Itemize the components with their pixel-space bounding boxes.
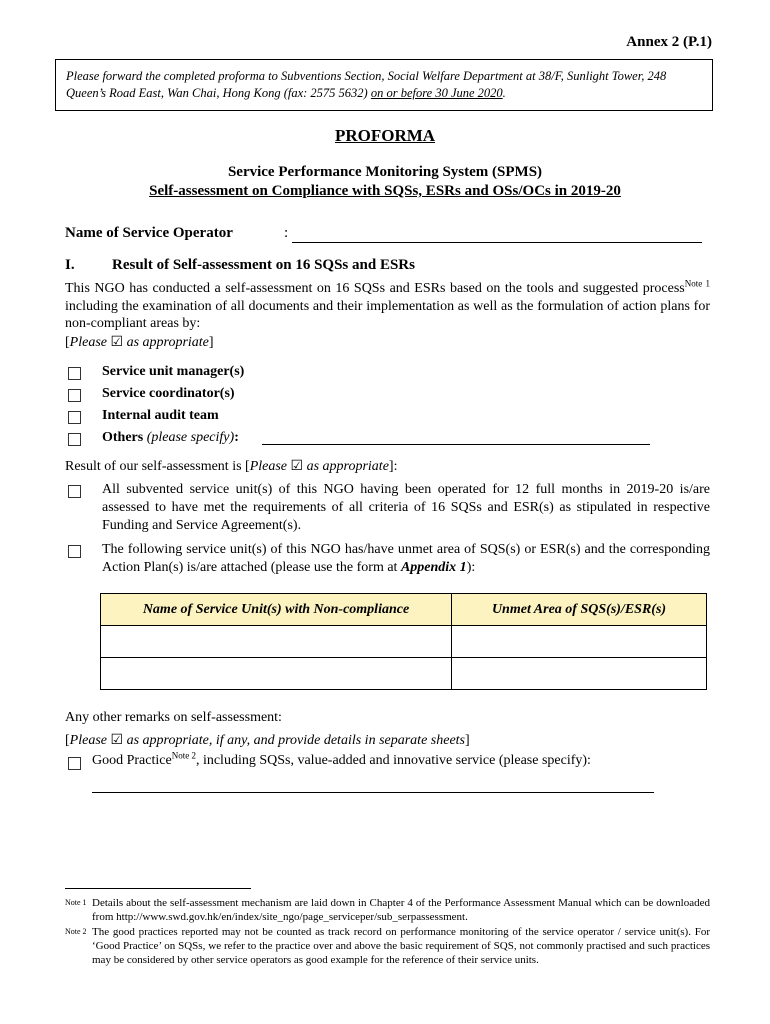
good-practice-field[interactable]: [92, 792, 654, 793]
footnote-1-label: Note 1: [65, 898, 87, 907]
checkbox-result-unmet[interactable]: [68, 545, 81, 558]
operator-label: Name of Service Operator: [65, 225, 233, 241]
section-title: Result of Self-assessment on 16 SQSs and ESRs: [112, 257, 415, 273]
table-cell-unit[interactable]: [101, 658, 452, 690]
table-row: [101, 658, 707, 690]
operator-colon: :: [284, 225, 289, 241]
table-cell-unmet[interactable]: [452, 658, 707, 690]
table-row: [101, 626, 707, 658]
notice-end: .: [502, 86, 506, 100]
option-service-unit-manager: Service unit manager(s): [102, 364, 245, 379]
checkbox-others[interactable]: [68, 433, 81, 446]
notice-text: Please forward the completed proforma to Subventions Section, Social Welfare Department at 38/F, Sunlight Tower, 248 Queen’s Road East, Wan Chai, Hong Kong (fax: 2575 5632): [66, 69, 667, 100]
checkmark-icon: ☑: [110, 733, 124, 748]
option-others: Others (please specify):: [102, 430, 239, 445]
footnote-divider: [65, 888, 251, 889]
result-all-met-text: All subvented service unit(s) of this NGO having been operated for 12 full months in 2019-20 is/are assessed to have met the requirements of all criteria of 16 SQSs and ESR(s) as stipulated in respective Funding and Service Agreement(s).: [102, 482, 710, 533]
table-cell-unit[interactable]: [101, 626, 452, 658]
checkbox-result-all-met[interactable]: [68, 485, 81, 498]
good-practice-text: Good Practice$^{Note 2}$, including SQSs, value-added and innovative service (please specify):: [92, 750, 591, 768]
table-cell-unmet[interactable]: [452, 626, 707, 658]
submission-notice: [55, 59, 713, 111]
checkbox-service-coordinator[interactable]: [68, 389, 81, 402]
notice-deadline: on or before 30 June 2020: [370, 86, 503, 100]
option-service-coordinator: Service coordinator(s): [102, 386, 235, 401]
checkbox-good-practice[interactable]: [68, 757, 81, 770]
result-label: Result of our self-assessment is [Please ☑ as appropriate]:: [65, 459, 398, 474]
footnote-2-label: Note 2: [65, 927, 87, 936]
subtitle-line2: Self-assessment on Compliance with SQSs, ESRs and OSs/OCs in 2019-20: [149, 183, 621, 199]
operator-name-field[interactable]: [292, 242, 702, 243]
annex-label: Annex 2 (P.1): [626, 34, 712, 50]
page-title: PROFORMA: [334, 126, 436, 145]
footnote-2: [65, 925, 710, 967]
subtitle-line1: Service Performance Monitoring System (SPMS): [227, 164, 543, 180]
table-header-unit: Name of Service Unit(s) with Non-compliance: [101, 594, 452, 626]
footnote-1: [65, 896, 710, 924]
others-specify-field[interactable]: [262, 444, 650, 445]
table-header-row: [101, 594, 707, 626]
note1-ref: Note 1: [684, 278, 711, 289]
please-instruction: [Please ☑ as appropriate]: [65, 335, 214, 350]
checkbox-service-unit-manager[interactable]: [68, 367, 81, 380]
footnote-2-text: The good practices reported may not be counted as track record on performance monitoring of the service operator / service unit(s). For ‘Good Practice’ on SQSs, we refer to the practice over and above the basic requirement of SQS, not commonly practised and such practices may be considered by other service operators as good example for the reference of their service units.: [92, 926, 710, 966]
remarks-instruction: [Please ☑ as appropriate, if any, and provide details in separate sheets]: [65, 733, 470, 748]
remarks-label: Any other remarks on self-assessment:: [65, 710, 282, 725]
section-intro: This NGO has conducted a self-assessment on 16 SQSs and ESRs based on the tools and suggested process$^{Note 1}$ including the examination of all documents and their implementation as well as the formulation of action plans for non-compliant areas by:: [65, 278, 711, 331]
result-unmet-text: The following service unit(s) of this NGO has/have unmet area of SQS(s) or ESR(s) and the corresponding Action Plan(s) is/are attached (please use the form at Appendix 1):: [102, 542, 710, 575]
section-number: I.: [65, 257, 75, 273]
option-internal-audit-team: Internal audit team: [102, 408, 219, 423]
footnote-1-text: Details about the self-assessment mechanism are laid down in Chapter 4 of the Performance Assessment Manual which can be downloaded from http://www.swd.gov.hk/en/index/site_ngo/page_serviceper/sub_serpassessment.: [92, 897, 710, 923]
appendix-ref: Appendix 1: [400, 560, 467, 575]
table-header-unmet: Unmet Area of SQS(s)/ESR(s): [452, 594, 707, 626]
section-heading: [65, 257, 415, 274]
note2-ref: Note 2: [171, 750, 196, 761]
checkbox-internal-audit-team[interactable]: [68, 411, 81, 424]
checkmark-icon: ☑: [110, 335, 124, 350]
checkmark-icon: ☑: [290, 459, 304, 474]
non-compliance-table: [100, 593, 707, 690]
